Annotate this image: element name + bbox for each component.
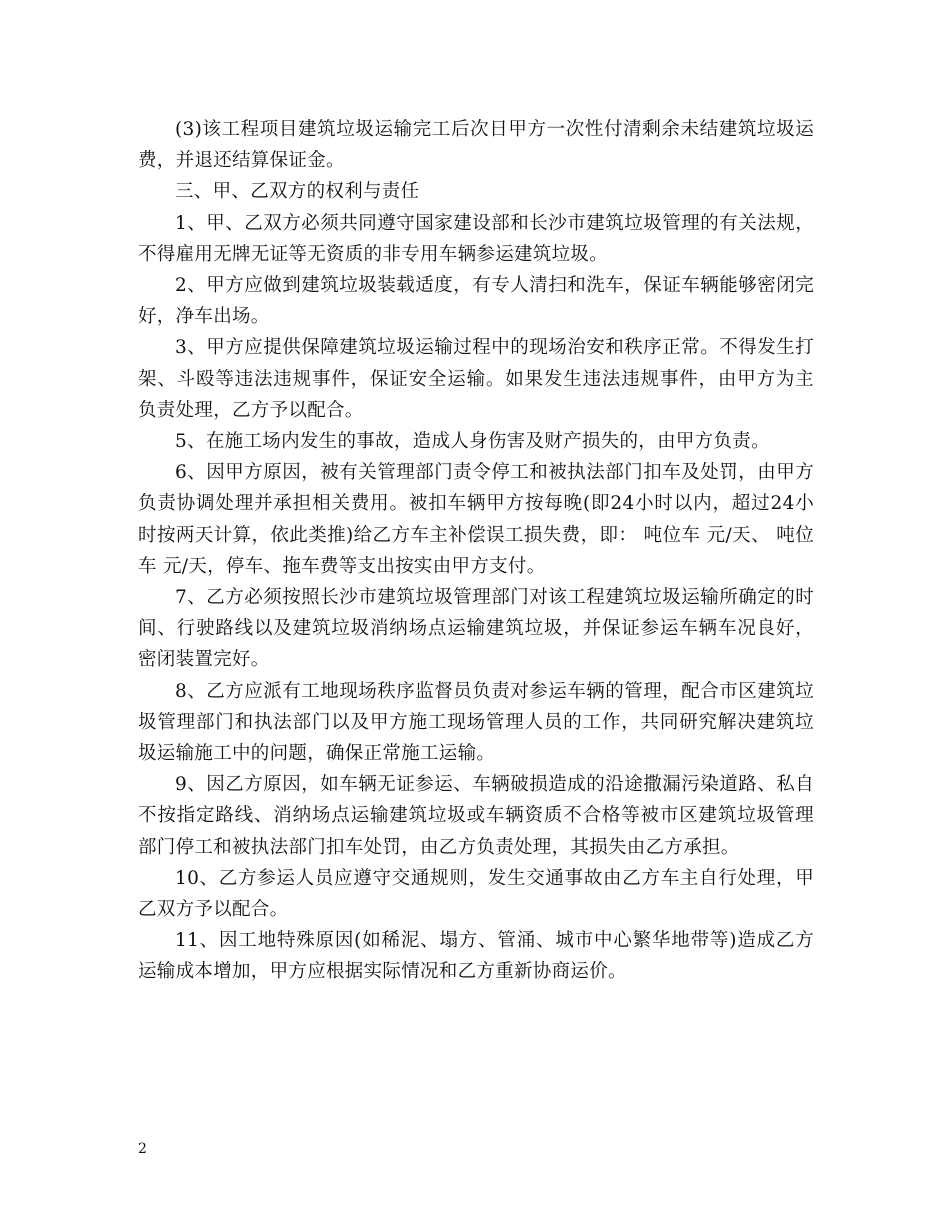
paragraph-clause-11: 11、因工地特殊原因(如稀泥、塌方、管涌、城市中心繁华地带等)造成乙方运输成本增加，甲方应根据实际情况和乙方重新协商运价。: [138, 930, 814, 983]
paragraph-clause-8: 8、乙方应派有工地现场秩序监督员负责对参运车辆的管理，配合市区建筑垃圾管理部门和执法部门以及甲方施工现场管理人员的工作，共同研究解决建筑垃圾运输施工中的问题，确保正常施工运输。: [138, 680, 814, 765]
paragraph-clause-7: 7、乙方必须按照长沙市建筑垃圾管理部门对该工程建筑垃圾运输所确定的时间、行驶路线以及建筑垃圾消纳场点运输建筑垃圾，并保证参运车辆车况良好，密闭装置完好。: [138, 587, 814, 671]
paragraph-clause-6: 6、因甲方原因，被有关管理部门责令停工和被执法部门扣车及处罚，由甲方负责协调处理并承担相关费用。被扣车辆甲方按每晚(即24小时以内，超过24小时按两天计算，依此类推)给乙方车主补偿误工损失费，即： 吨位车 元/天、 吨位车 元/天，停车、拖车费等支出按实由甲方支付。: [138, 462, 814, 577]
paragraph-clause-2: 2、甲方应做到建筑垃圾装载适度，有专人清扫和洗车，保证车辆能够密闭完好，净车出场。: [138, 275, 814, 328]
paragraph-settlement-clause-3: (3)该工程项目建筑垃圾运输完工后次日甲方一次性付清剩余未结建筑垃圾运费，并退还结算保证金。: [138, 119, 814, 172]
page-number: 2: [138, 1141, 147, 1157]
paragraph-clause-10: 10、乙方参运人员应遵守交通规则，发生交通事故由乙方车主自行处理，甲乙双方予以配合。: [138, 867, 814, 921]
section-heading-rights-responsibilities: 三、甲、乙双方的权利与责任: [175, 181, 420, 203]
document-body: [138, 114, 814, 988]
paragraph-clause-3: 3、甲方应提供保障建筑垃圾运输过程中的现场治安和秩序正常。不得发生打架、斗殴等违法违规事件，保证安全运输。如果发生违法违规事件，由甲方为主负责处理，乙方予以配合。: [138, 337, 814, 421]
paragraph-clause-5: 5、在施工场内发生的事故，造成人身伤害及财产损失的，由甲方负责。: [175, 431, 770, 453]
paragraph-clause-1: 1、甲、乙双方必须共同遵守国家建设部和长沙市建筑垃圾管理的有关法规，不得雇用无牌无证等无资质的非专用车辆参运建筑垃圾。: [138, 212, 814, 265]
paragraph-clause-9: 9、因乙方原因，如车辆无证参运、车辆破损造成的沿途撒漏污染道路、私自不按指定路线、消纳场点运输建筑垃圾或车辆资质不合格等被市区建筑垃圾管理部门停工和被执法部门扣车处罚，由乙方负责处理，其损失由乙方承担。: [138, 774, 814, 858]
